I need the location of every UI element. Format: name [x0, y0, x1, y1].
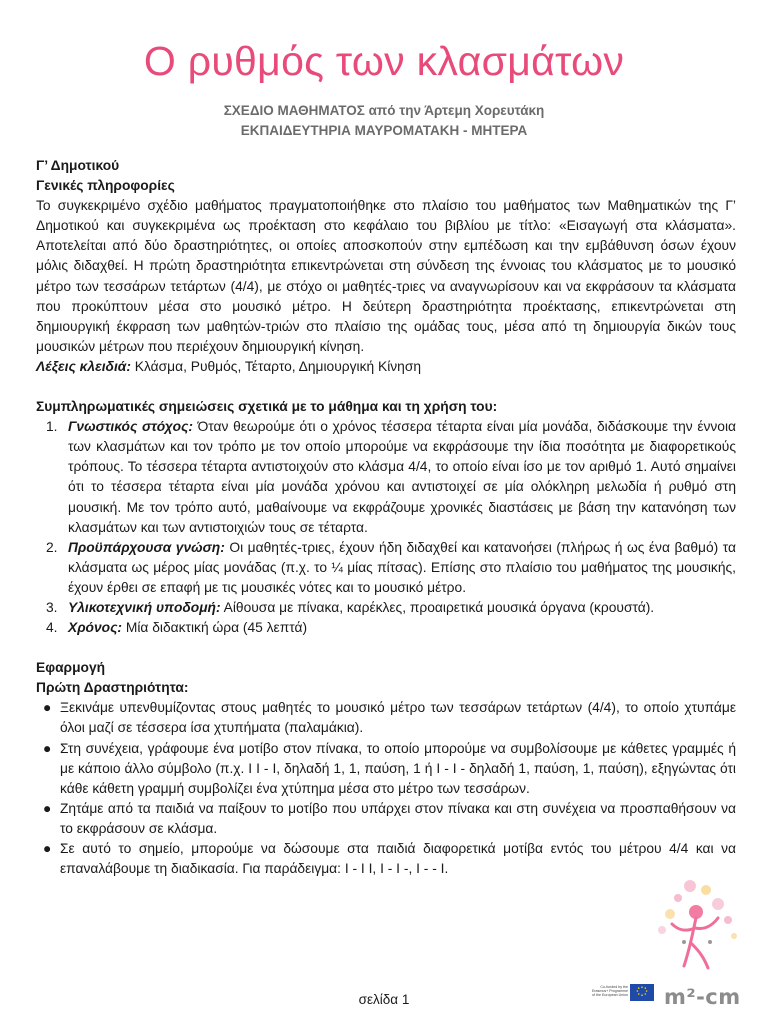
bullet-icon: ●: [43, 841, 52, 856]
notes-item-label: Χρόνος:: [68, 620, 123, 636]
notes-item: [46, 618, 736, 638]
notes-item: [46, 417, 736, 538]
notes-item-text: Όταν θεωρούμε ότι ο χρόνος τέσσερα τέταρτα είναι μία μονάδα, διδάσκουμε την έννοια των κλασμάτων και τον τρόπο με τον οποίο μπορούμε να εκφράσουμε την ίδια ποσότητα με διαφορετικούς τρόπους. Το τέσσερα τέταρτα αντιστοιχούν στο κλάσμα 4/4, το οποίο είναι ίσο με τον αριθμό 1. Αυτό σημαίνει ότι το τέσσερα τέταρτα είναι μία μονάδα χρόνου και αντιστοιχεί σε μία ολόκληρη μελωδία ή ρυθμό στη μουσική. Με τον τρόπο αυτό, μαθαίνουμε να εκφράζουμε χρονικές διαστάσεις με βάση την κατανόηση των κλασμάτων και των αντιστοιχιών τους σε τέταρτα.: [68, 419, 736, 535]
list-item: [43, 739, 736, 799]
keywords-label: Λέξεις κλειδιά:: [36, 358, 131, 374]
page-number: σελίδα 1: [358, 992, 410, 1007]
list-item-text: Στη συνέχεια, γράφουμε ένα μοτίβο στον πίνακα, το οποίο μπορούμε να συμβολίσουμε με κάθετες γραμμές ή με κάποιο άλλο σύμβολο (π.χ. I I - I, δηλαδή 1, 1, παύση, 1 ή I - I - δηλαδή 1, παύση, 1, παύση), εξηγώντας ότι κάθε κάθετη γραμμή συμβολίζει ένα χτύπημα μέσα στο μέτρο των τεσσάρων.: [60, 740, 736, 796]
notes-item-label: Υλικοτεχνική υποδομή:: [68, 599, 221, 615]
bullet-icon: ●: [43, 800, 52, 816]
list-item: [43, 839, 736, 879]
notes-item-label: Γνωστικός στόχος:: [68, 419, 193, 435]
activity-steps-list: [36, 698, 736, 879]
eu-flag-icon: [630, 984, 654, 1001]
school-name: ΕΚΠΑΙΔΕΥΤΗΡΙΑ ΜΑΥΡΟΜΑΤΑΚΗ - ΜΗΤΕΡΑ: [240, 123, 528, 138]
lesson-plan-author: ΣΧΕΔΙΟ ΜΑΘΗΜΑΤΟΣ από την Άρτεμη Χορευτάκη: [223, 103, 545, 118]
notes-item-number: 1.: [46, 419, 58, 435]
eu-cofunded-logo: [578, 984, 654, 1002]
notes-item: [46, 598, 736, 618]
notes-item-number: 2.: [46, 539, 58, 555]
keywords-line: [36, 357, 736, 377]
notes-item: [46, 538, 736, 598]
bullet-icon: ●: [43, 700, 52, 716]
first-activity-heading: Πρώτη Δραστηριότητα:: [36, 680, 189, 696]
notes-list: [36, 417, 736, 638]
notes-item-text: Οι μαθητές-τριες, έχουν ήδη διδαχθεί και κατανοήσει (πλήρως ή ως ένα βαθμό) τα κλάσματα ως μέρος μίας μονάδας (π.χ. το ¼ μίας πίτσας). Επίσης στο πλαίσιο του μαθήματος της μουσικής, έχουν έρθει σε επαφή με τις μουσικές νότες και το μουσικό μέτρο.: [68, 539, 736, 595]
notes-item-label: Προϋπάρχουσα γνώση:: [68, 539, 225, 555]
bullet-icon: ●: [43, 740, 52, 756]
document-body: [36, 156, 736, 879]
grade-label: Γ’ Δημοτικού: [36, 158, 120, 173]
m2cm-logo: m²-cm: [664, 985, 741, 1009]
notes-heading: Συμπληρωματικές σημειώσεις σχετικά με το μάθημα και τη χρήση του:: [36, 399, 498, 415]
application-heading: Εφαρμογή: [36, 660, 106, 676]
general-info-heading: Γενικές πληροφορίες: [36, 178, 175, 194]
list-item: [43, 799, 736, 839]
decorative-dots-figure-icon: [648, 878, 744, 974]
list-item-text: Ξεκινάμε υπενθυμίζοντας στους μαθητές το μουσικό μέτρο των τεσσάρων τετάρτων (4/4), το οποίο χτυπάμε όλοι μαζί σε τέσσερα ίσα χτυπήματα (παλαμάκια).: [60, 700, 736, 736]
keywords-text: Κλάσμα, Ρυθμός, Τέταρτο, Δημιουργική Κίνηση: [130, 358, 422, 374]
eu-cofunded-text: Co-funded by the Erasmus+ Programme of the European Union: [591, 985, 628, 997]
list-item-text: Ζητάμε από τα παιδιά να παίξουν το μοτίβο που υπάρχει στον πίνακα και στη συνέχεια να προσπαθήσουν να το εκφράσουν σε κλάσμα.: [60, 800, 736, 836]
page-title: Ο ρυθμός των κλασμάτων: [143, 38, 625, 84]
notes-item-text: Αίθουσα με πίνακα, καρέκλες, προαιρετικά μουσικά όργανα (κρουστά).: [220, 599, 655, 615]
notes-item-number: 3.: [46, 599, 58, 615]
notes-item-text: Μία διδακτική ώρα (45 λεπτά): [122, 620, 308, 636]
notes-item-number: 4.: [46, 620, 58, 636]
general-info-paragraph: Το συγκεκριμένο σχέδιο μαθήματος πραγματοποιήθηκε στο πλαίσιο του μαθήματος των Μαθηματικών της Γ’ Δημοτικού και συγκεκριμένα ως προέκταση στο κεφάλαιο του βιβλίου με τίτλο: «Εισαγωγή στα κλάσματα». Αποτελείται από δύο δραστηριότητες, οι οποίες αποσκοπούν στην εμπέδωση και την εμβάθυνση όσων έχουν μόλις διδαχθεί. Η πρώτη δραστηριότητα επικεντρώνεται στη σύνδεση της έννοιας του κλάσματος με το μουσικό μέτρο των τεσσάρων τετάρτων (4/4), με στόχο οι μαθητές-τριες να αναγνωρίσουν και να εκφράσουν τα κλάσματα που προκύπτουν μέσα στο μουσικό μέτρο. Η δεύτερη δραστηριότητα προέκτασης, επικεντρώνεται στη δημιουργική έκφραση των μαθητών-τριών στο πλαίσιο της ομάδας τους, μέσα από τη δημιουργία δικών τους μουσικών μέτρων που περιέχουν δημιουργική κίνηση.: [36, 198, 736, 354]
list-item-text: Σε αυτό το σημείο, μπορούμε να δώσουμε στα παιδιά διαφορετικά μοτίβα εντός του μέτρου 4/4 και να επαναλάβουμε τη διαδικασία. Για παράδειγμα: I - I I, I - I -, I - - I.: [60, 841, 736, 877]
list-item: [43, 698, 736, 738]
